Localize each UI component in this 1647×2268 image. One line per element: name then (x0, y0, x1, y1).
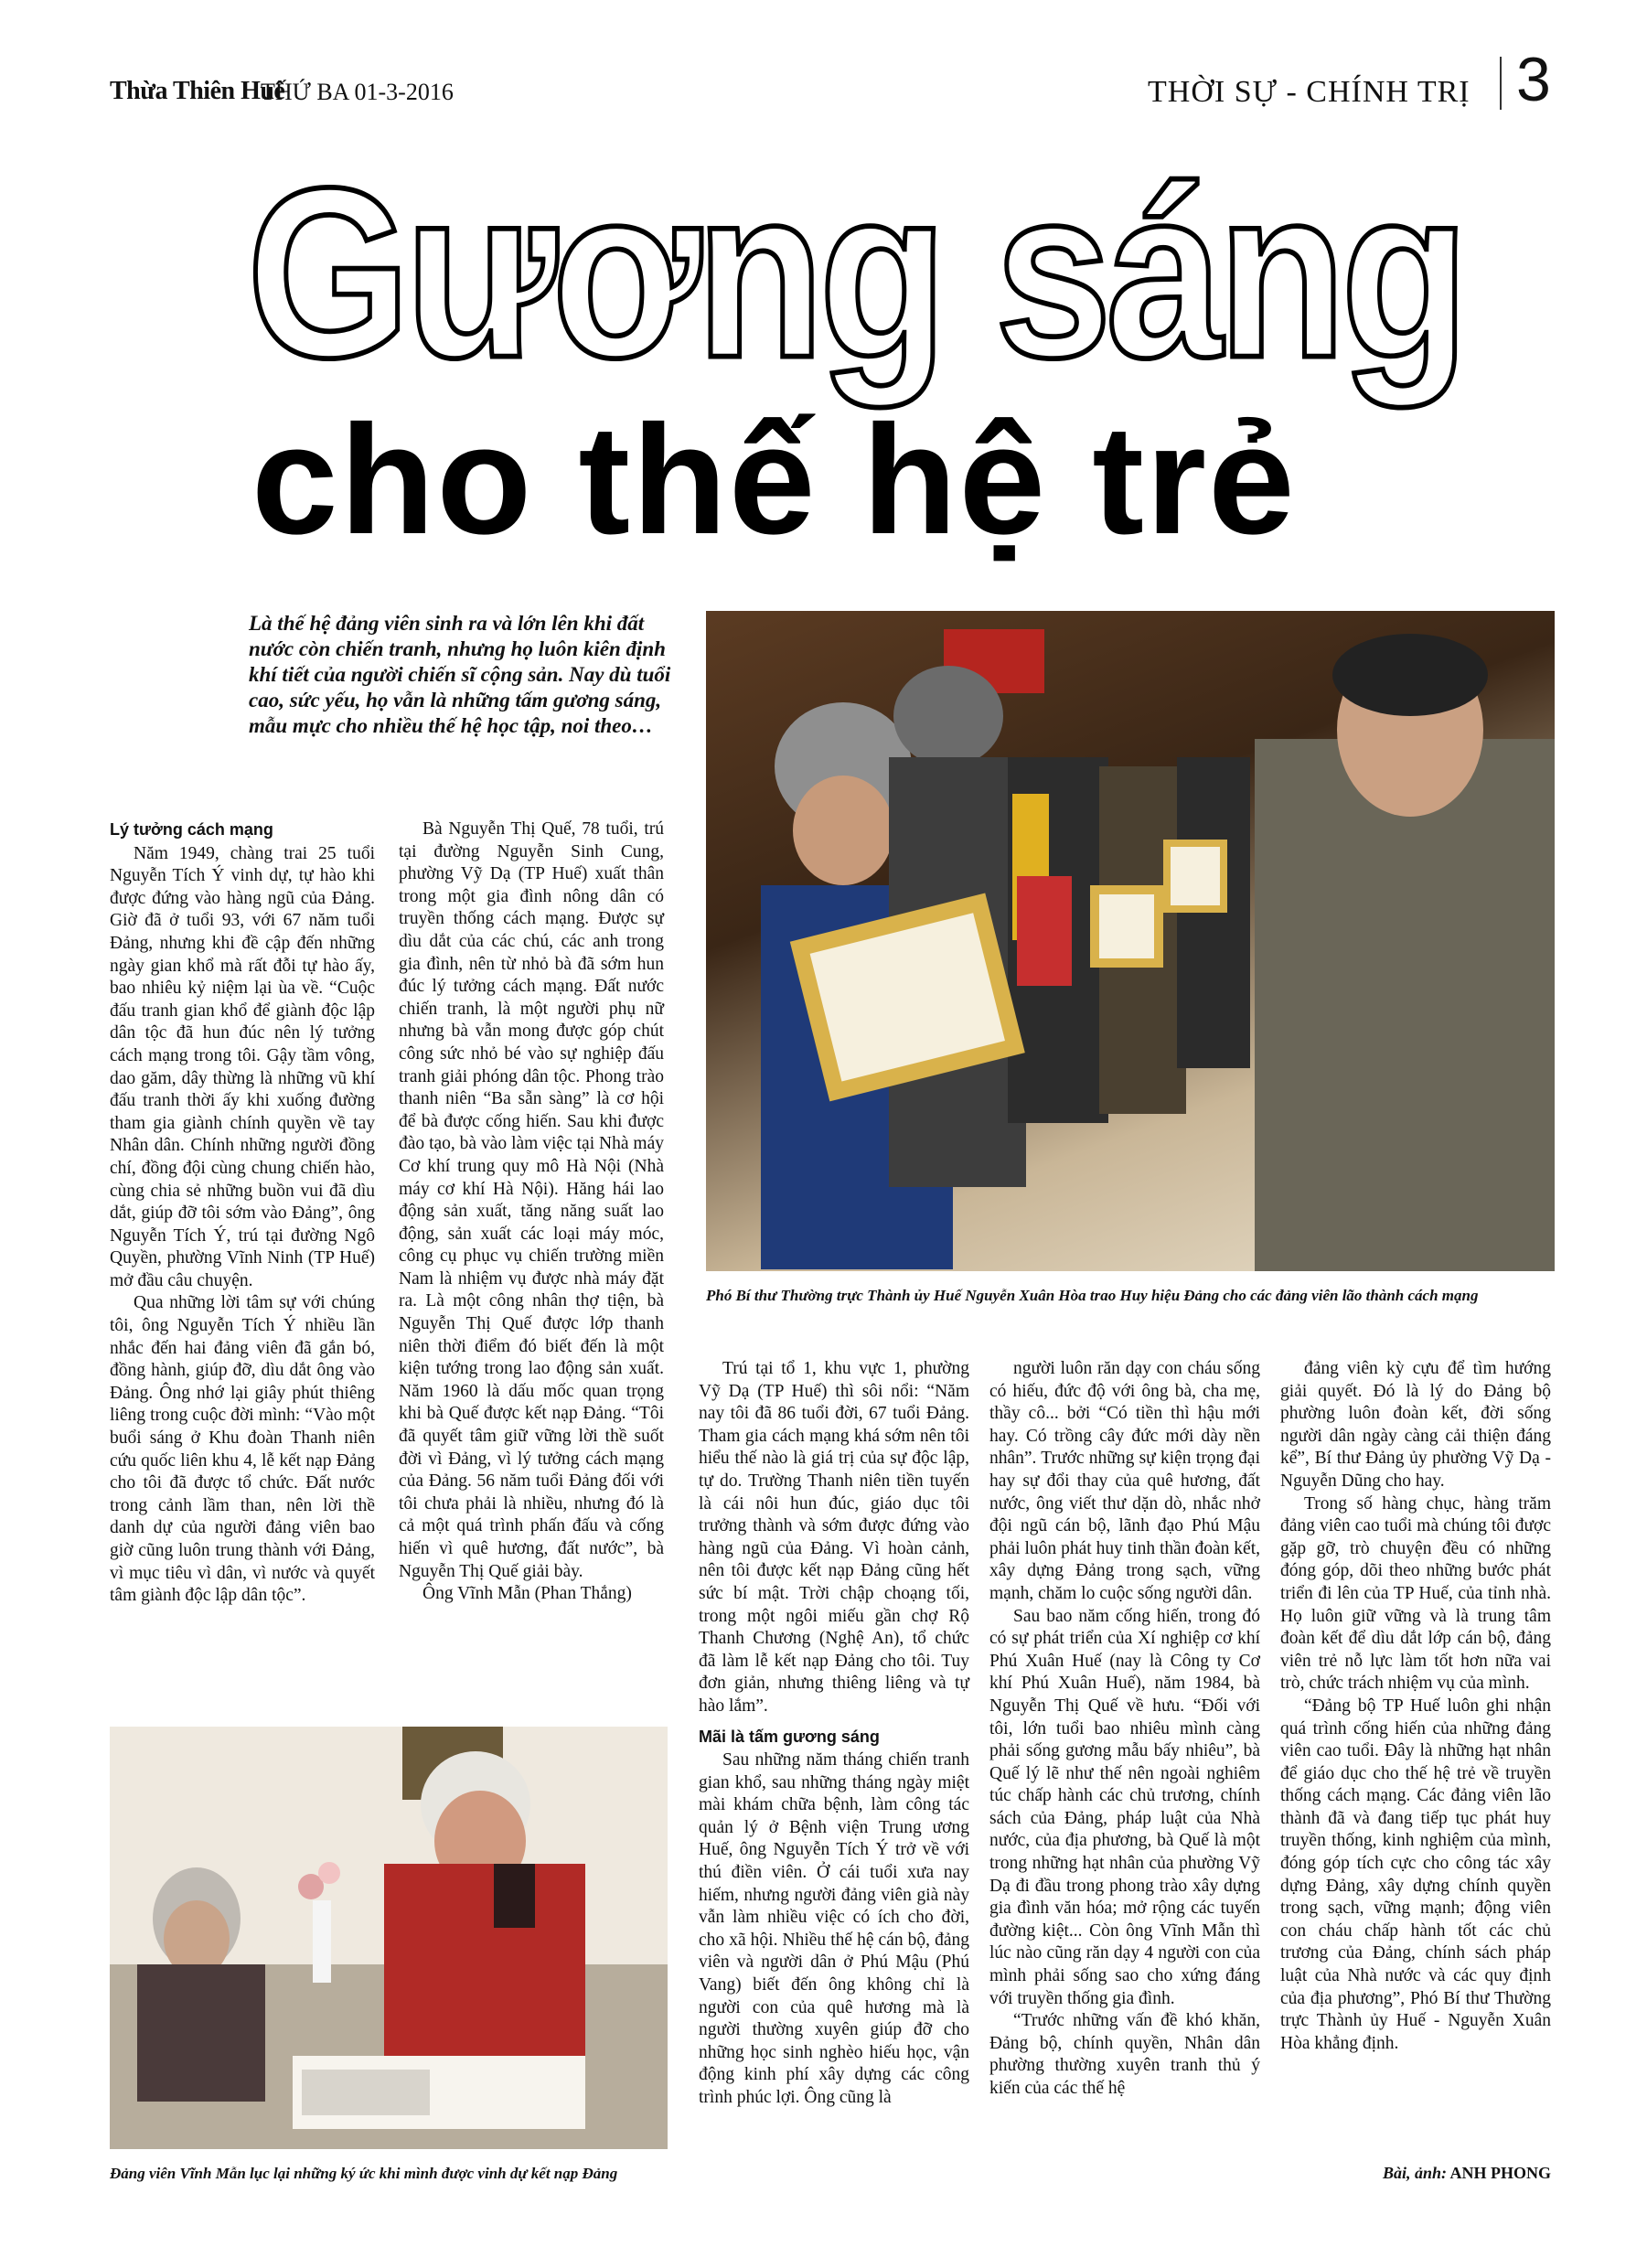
main-photo-caption: Phó Bí thư Thường trực Thành ủy Huế Nguyễn Xuân Hòa trao Huy hiệu Đảng cho các đảng viên lão thành cách mạng (706, 1287, 1479, 1304)
paragraph: Năm 1949, chàng trai 25 tuổi Nguyễn Tích Ý vinh dự, tự hào khi được đứng vào hàng ngũ của Đảng. Giờ đã ở tuổi 93, với 67 năm tuổi Đảng, nhưng khi đề cập đến những ngày gian khổ mà rất đỗi tự hào ấy, bao nhiêu kỷ niệm lại ùa về. “Cuộc đấu tranh gian khổ để giành độc lập dân tộc đã hun đúc nên lý tưởng cách mạng trong tôi. Gậy tầm vông, dao găm, dây thừng là những vũ khí đấu tranh thời ấy khi xuống đường tham gia giành chính quyền về tay Nhân dân. Chính những người đồng chí, đồng đội cùng chung chiến hào, cùng chia sẻ những buồn vui đã dìu dắt, giúp đỡ tôi sớm vào Đảng”, ông Nguyễn Tích Ý, trú tại đường Ngô Quyền, phường Vĩnh Ninh (TP Huế) mở đầu câu chuyện. (110, 843, 375, 1290)
paragraph: Trú tại tổ 1, khu vực 1, phường Vỹ Dạ (TP Huế) thì sôi nổi: “Năm nay tôi đã 86 tuổi đời, 67 tuổi Đảng. Tham gia cách mạng khá sớm nên tôi hiểu thế nào là giá trị của sự độc lập, tự do. Trường Thanh niên tiền tuyến là cái nôi hun đúc, giáo dục tôi trưởng thành và sớm được đứng vào hàng ngũ của Đảng. Vì hoàn cảnh, nên tôi được kết nạp Đảng cũng hết sức bí mật. Trời chập choạng tối, trong một ngôi miếu gần chợ Rộ Thanh Chương (Nghệ An), tổ chức đã làm lễ kết nạp Đảng cho tôi. Tuy đơn giản, nhưng thiêng liêng và tự hào lắm”. (699, 1359, 969, 1716)
page-number: 3 (1516, 45, 1551, 114)
side-photo-caption: Đảng viên Vĩnh Mẫn lục lại những ký ức khi mình được vinh dự kết nạp Đảng (110, 2165, 618, 2182)
byline (1326, 2164, 1551, 2183)
headline-line-2: cho thế hệ trẻ (251, 393, 1297, 567)
issue-date: THỨ BA 01-3-2016 (261, 79, 454, 105)
article-column-5 (1280, 1358, 1551, 2055)
paragraph: người luôn răn dạy con cháu sống có hiếu, đức độ với ông bà, cha mẹ, thầy cô... bởi “Có tiền thì hậu mới hay. Có trồng cây đức mới dày nền nhân”. Trước những sự kiện trọng đại hay sự đổi thay của quê hương, đất nước, ông viết thư dặn dò, nhắc nhở đội ngũ cán bộ, lãnh đạo Phú Mậu phải luôn phát huy tinh thần đoàn kết, xây dựng Đảng trong sạch, vững mạnh, chăm lo cuộc sống người dân. (989, 1359, 1260, 1603)
masthead: Thừa Thiên Huế (110, 77, 285, 105)
headline-line-1: Gương sáng (247, 137, 1464, 408)
byline-label: Bài, ảnh: (1382, 2164, 1447, 2182)
paragraph: Qua những lời tâm sự với chúng tôi, ông Nguyễn Tích Ý nhiều lần nhắc đến hai đảng viên đã gắn bó, đồng hành, giúp đỡ, dìu dắt ông vào Đảng. Ông nhớ lại giây phút thiêng liêng trong cuộc đời mình: “Vào một buổi sáng ở Khu đoàn Thanh niên cứu quốc liên khu 4, lễ kết nạp Đảng cho tôi đã được tổ chức. Đất nước trong cảnh lầm than, nên lời thề danh dự của người đảng viên bao giờ cũng luôn trung thành với Đảng, vì mục tiêu vì dân, vì nước và quyết tâm giành độc lập dân tộc”. (110, 1293, 375, 1606)
article-column-3 (699, 1358, 969, 2110)
section-name: THỜI SỰ - CHÍNH TRỊ (1148, 75, 1471, 109)
side-photo (110, 1727, 668, 2149)
main-photo-image (706, 611, 1555, 1271)
paragraph: Trong số hàng chục, hàng trăm đảng viên cao tuổi mà chúng tôi được gặp gỡ, trò chuyện đều có những đóng góp, dõi theo những bước phát triển đi lên của TP Huế, của tỉnh nhà. Họ luôn giữ vững và là trung tâm đoàn kết để dìu dắt lớp cán bộ, đảng viên trẻ nỗ lực làm tốt hơn nữa vai trò, chức trách nhiệm vụ của mình. (1280, 1493, 1551, 1694)
header-divider (1500, 57, 1502, 110)
article-column-2 (399, 818, 664, 1606)
paragraph: đảng viên kỳ cựu để tìm hướng giải quyết. Đó là lý do Đảng bộ phường luôn đoàn kết, đời sống người dân ngày càng cải thiện đáng kể”, Bí thư Đảng ủy phường Vỹ Dạ - Nguyễn Dũng cho hay. (1280, 1359, 1551, 1491)
side-photo-image (110, 1727, 668, 2149)
paragraph: “Trước những vấn đề khó khăn, Đảng bộ, chính quyền, Nhân dân phường thường xuyên tranh thủ ý kiến của các thế hệ (989, 2011, 1260, 2098)
paragraph: Sau bao năm cống hiến, trong đó có sự phát triển của Xí nghiệp cơ khí Phú Xuân Huế (nay là Công ty Cơ khí Phú Xuân Huế), năm 1984, bà Nguyễn Thị Quế về hưu. “Đối với tôi, lớn tuổi bao nhiêu mình càng phải sống gương mẫu bấy nhiêu”, bà Quế lý lẽ như thế nên ngoài nghiêm túc chấp hành các chủ trương, chính sách của Đảng, pháp luật của Nhà nước, của địa phương, bà Quế là một trong những hạt nhân của phường Vỹ Dạ đi đầu trong phong trào xây dựng gia đình văn hóa; mở rộng các tuyến đường kiệt... Còn ông Vĩnh Mẫn thì lúc nào cũng răn dạy 4 người con của mình phải sống sao cho xứng đáng với truyền thống gia đình. (989, 1606, 1260, 2008)
lead-paragraph: Là thế hệ đảng viên sinh ra và lớn lên khi đất nước còn chiến tranh, nhưng họ luôn kiên định khí tiết của người chiến sĩ cộng sản. Nay dù tuổi cao, sức yếu, họ vẫn là những tấm gương sáng, mẫu mực cho nhiều thế hệ học tập, noi theo… (249, 612, 671, 737)
paragraph: “Đảng bộ TP Huế luôn ghi nhận quá trình cống hiến của những đảng viên cao tuổi. Đây là những hạt nhân để giáo dục cho thế hệ trẻ về truyền thống cách mạng. Các đảng viên lão thành đã và đang tiếp tục phát huy truyền thống, kinh nghiệm của mình, đóng góp tích cực cho công tác xây dựng Đảng, xây dựng chính quyền trong sạch, vững mạnh; động viên con cháu chấp hành tốt các chủ trương của Đảng, chính sách pháp luật của Nhà nước và các quy định của địa phương”, Phó Bí thư Thường trực Thành ủy Huế - Nguyễn Xuân Hòa khẳng định. (1280, 1696, 1551, 2053)
subhead-shining-example: Mãi là tấm gương sáng (699, 1727, 880, 1746)
paragraph: Bà Nguyễn Thị Quế, 78 tuổi, trú tại đường Nguyễn Sinh Cung, phường Vỹ Dạ (TP Huế) xuất thân trong một gia đình nông dân có truyền thống cách mạng. Được sự dìu dắt của các chú, các anh trong gia đình, nên từ nhỏ bà đã sớm hun đúc lý tưởng cách mạng. Đất nước chiến tranh, là một người phụ nữ nhưng bà vẫn mong được góp chút công sức nhỏ bé vào sự nghiệp đấu tranh giải phóng dân tộc. Phong trào thanh niên “Ba sẵn sàng” là cơ hội để bà được cống hiến. Sau khi được đào tạo, bà vào làm việc tại Nhà máy Cơ khí trung quy mô Hà Nội (Nhà máy cơ khí Hà Nội). Hăng hái lao động sản xuất, tăng năng suất lao động, sản xuất các loại máy móc, công cụ phục vụ chiến trường miền Nam là nhiệm vụ được nhà máy đặt ra. Là một công nhân thợ tiện, bà Nguyễn Thị Quế được lớp thanh niên thời điểm đó biết đến là một kiện tướng trong lao động sản xuất. Năm 1960 là dấu mốc quan trọng khi bà Quế được kết nạp Đảng. “Tôi đã quyết tâm giữ vững lời thề suốt đời vì Đảng, vì lý tưởng cách mạng của Đảng. 56 năm tuổi Đảng đối với tôi chưa phải là nhiều, nhưng đó là cả một quá trình phấn đấu và cống hiến vì quê hương, đất nước”, bà Nguyễn Thị Quế giải bày. (399, 819, 664, 1581)
article-column-4 (989, 1358, 1260, 2101)
main-photo (706, 611, 1555, 1271)
subhead-ideal: Lý tưởng cách mạng (110, 820, 273, 839)
byline-author: ANH PHONG (1449, 2164, 1551, 2182)
article-column-1 (110, 818, 375, 1608)
paragraph: Ông Vĩnh Mẫn (Phan Thắng) (422, 1584, 632, 1604)
paragraph: Sau những năm tháng chiến tranh gian khổ, sau những tháng ngày miệt mài khám chữa bệnh, làm công tác quản lý ở Bệnh viện Trung ương Huế, ông Nguyễn Tích Ý trở về với thú điền viên. Ở cái tuổi xưa nay hiếm, nhưng người đảng viên già này vẫn làm nhiều việc có ích cho đời, cho xã hội. Nhiều thế hệ cán bộ, đảng viên và người dân ở Phú Mậu (Phú Vang) biết đến ông không chỉ là người con của quê hương mà là người thường xuyên giúp đỡ cho những học sinh nghèo hiếu học, vận động kinh phí xây dựng các công trình phúc lợi. Ông cũng là (699, 1750, 969, 2107)
